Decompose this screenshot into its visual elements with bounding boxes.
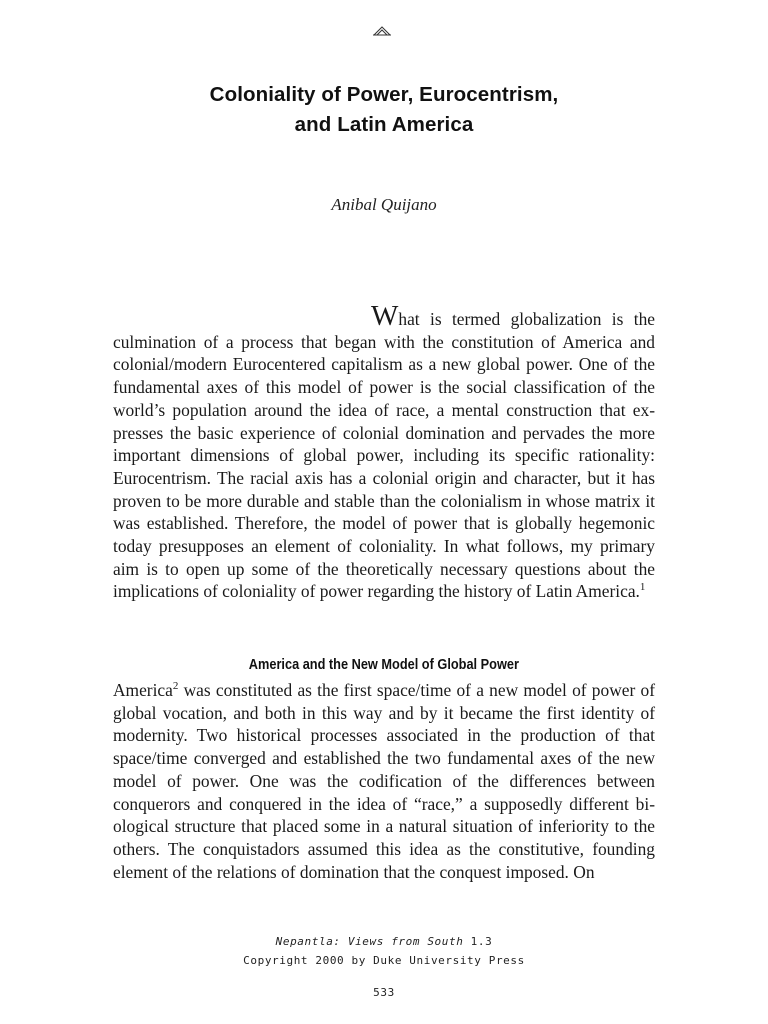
journal-issue: 1.3	[470, 935, 493, 948]
copyright-notice: Copyright 2000 by Duke University Press	[243, 954, 525, 967]
paragraph-america-text: was constituted as the first space/time of a new model of power of global vocation, and both in this way and by it became the first identity of modernity. Two historical processes associated in the production of that space/time converged and established the two fundamental axes of the new model of power. One was the codification of the differences between conquerors and conquered in the idea of “race,” a supposedly different biological structure that placed some in a natural situation of inferiority to the others. The conquistadors assumed this idea as the constitutive, founding element of the relations of domination that the conquest imposed. On	[113, 680, 655, 882]
paragraph-america	[113, 679, 655, 883]
title-line-1: Coloniality of Power, Eurocentrism,	[209, 83, 559, 106]
paragraph-intro-text: hat is termed globalization is the culmination of a process that began with the constitution of America and colonial/modern Eurocentered capitalism as a new global power. One of the fundamental axes of this model of power is the social classification of the world’s population around the idea of race, a mental construction that expresses the basic experience of colonial domination and pervades the more important dimensions of global power, including its specific rationality: Eurocentrism. The racial axis has a colonial origin and character, but it has proven to be more durable and stable than the colonialism in whose matrix it was established. Therefore, the model of power that is globally hegemonic today presupposes an element of coloniality. In what follows, my primary aim is to open up some of the theoretically necessary questions about the implications of coloniality of power regarding the history of Latin America.	[113, 309, 655, 602]
drop-cap: W	[371, 300, 399, 332]
footnote-ref-1[interactable]: 1	[639, 581, 646, 594]
author-name: Anibal Quijano	[331, 195, 437, 214]
article-title	[0, 80, 768, 140]
page-footer	[0, 932, 768, 970]
journal-line	[0, 932, 768, 951]
section-heading: America and the New Model of Global Power	[248, 657, 519, 673]
chevron-stack-icon	[372, 24, 392, 36]
page-number: 533	[373, 986, 395, 999]
paragraph-america-lead: America	[113, 680, 173, 700]
title-line-2: and Latin America	[294, 113, 474, 136]
paragraph-intro	[113, 300, 655, 603]
journal-name: Nepantla: Views from South	[275, 935, 464, 948]
footnote-ref-2[interactable]: 2	[172, 680, 179, 692]
